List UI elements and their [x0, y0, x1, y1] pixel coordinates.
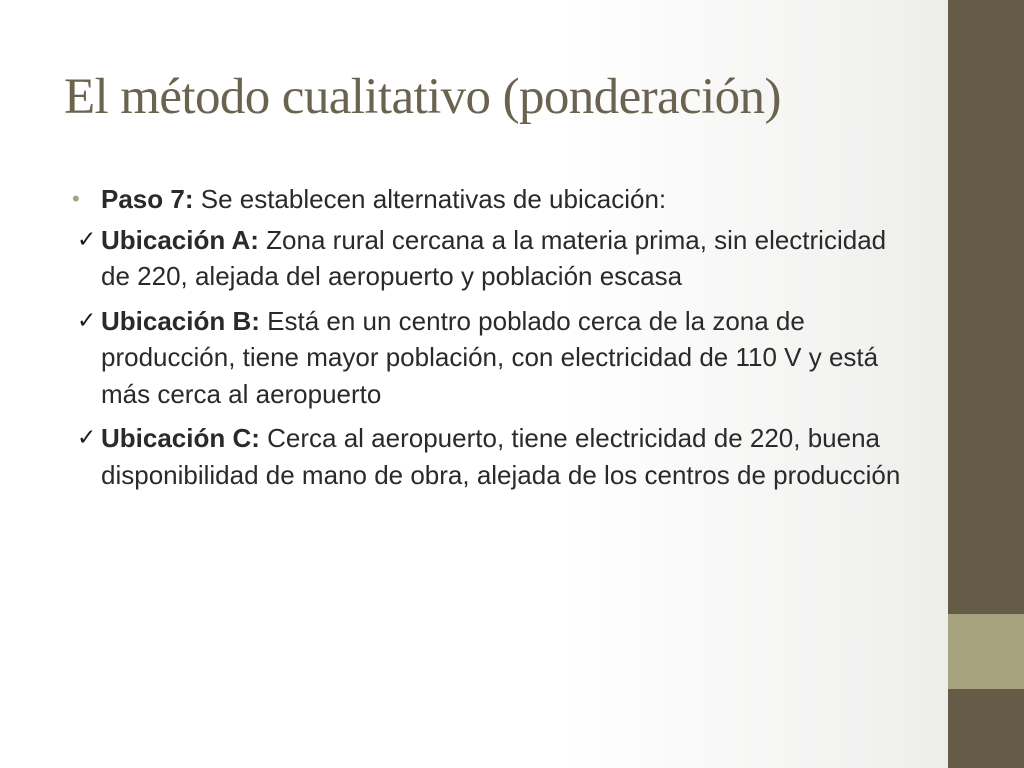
item-label: Ubicación A:: [101, 224, 259, 255]
bullet-dot-icon: •: [72, 186, 80, 211]
slide-title: El método cualitativo (ponderación): [64, 69, 781, 125]
list-item: [0, 420, 905, 493]
item-label: Paso 7:: [101, 184, 194, 214]
item-text: Cerca al aeropuerto, tiene electricidad de 220, buena disponibilidad de mano de obra, alejada de los centros de producción: [101, 423, 901, 490]
list-item: [0, 222, 905, 295]
item-label: Ubicación C:: [101, 423, 260, 453]
item-text: Está en un centro poblado cerca de la zona de producción, tiene mayor población, con electricidad de 110 V y está más cerca al aeropuerto: [101, 305, 879, 409]
sidebar-band: [948, 0, 1024, 768]
checkmark-icon: ✓: [77, 226, 97, 253]
item-text: Se establecen alternativas de ubicación:: [193, 184, 667, 214]
list-item: [0, 181, 905, 218]
item-label: Ubicación B:: [101, 305, 260, 336]
sidebar-accent-block: [948, 614, 1024, 689]
list-item: [0, 303, 905, 413]
item-text: Zona rural cercana a la materia prima, sin electricidad de 220, alejada del aeropuerto y población escasa: [101, 224, 887, 291]
checkmark-icon: ✓: [77, 307, 97, 334]
checkmark-icon: ✓: [77, 425, 97, 451]
bullet-list: [0, 181, 905, 501]
